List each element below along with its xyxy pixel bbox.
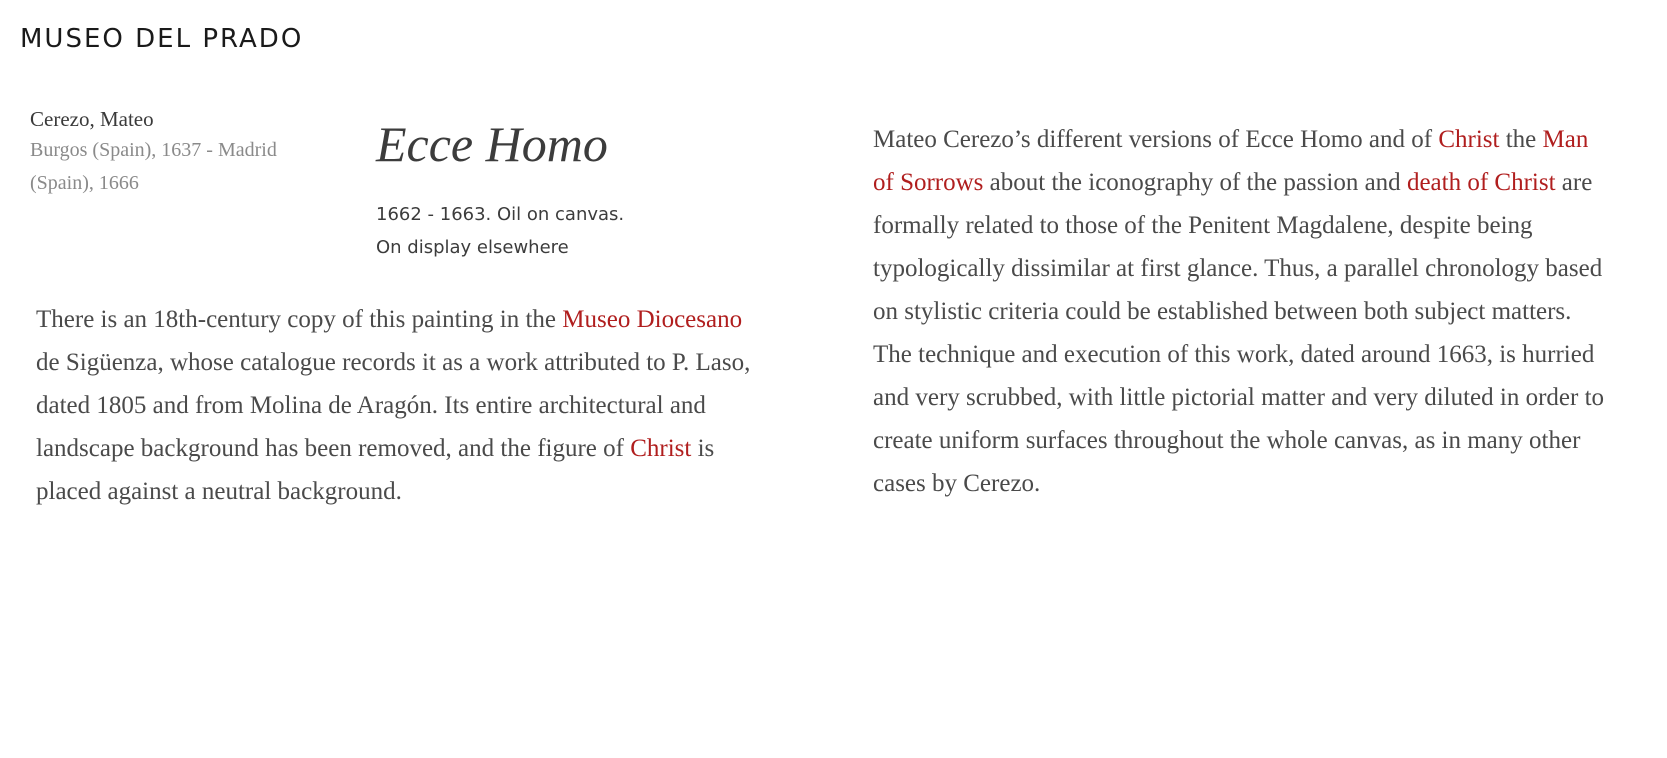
- description-paragraph-right-2: The technique and execution of this work, dated around 1663, is hurried and very scrubbed, with little pictorial matter and very diluted in order to create uniform surfaces throughout the whole canvas, as in many other cases by Cerezo.: [873, 341, 1605, 497]
- artwork-details: 1662 - 1663. Oil on canvas.: [376, 204, 625, 225]
- description-paragraph-left: [36, 298, 756, 513]
- artwork-header: [376, 112, 776, 264]
- text-segment: de Sigüenza, whose catalogue records it as a work attributed to P. Laso, dated 1805 and from Molina de Aragón. Its entire architectural and landscape background has been removed, and the figure of: [36, 349, 751, 462]
- text-segment: is placed against a neutral background.: [36, 435, 715, 505]
- artist-dates-line-2: (Spain), 1666: [30, 172, 139, 194]
- text-segment: Mateo Cerezo’s different versions of Ecce Homo and of: [873, 126, 1439, 153]
- text-segment: about the iconography of the passion and: [983, 169, 1407, 196]
- link-christ[interactable]: Christ: [1438, 126, 1500, 153]
- text-segment: are formally related to those of the Penitent Magdalene, despite being typologically dissimilar at first glance. Thus, a parallel chronology based on stylistic criteria could be established between both subject matters.: [873, 169, 1603, 325]
- artwork-meta: [376, 198, 776, 264]
- artist-name[interactable]: Cerezo, Mateo: [30, 107, 154, 131]
- artwork-title: Ecce Homo: [376, 116, 608, 172]
- left-description: [36, 298, 756, 513]
- link-christ[interactable]: Christ: [630, 435, 692, 462]
- text-segment: There is an 18th-century copy of this painting in the: [36, 306, 563, 333]
- right-description: [873, 118, 1613, 505]
- description-paragraph-right-1: [873, 118, 1613, 333]
- link-museo-diocesano[interactable]: Museo Diocesano: [562, 306, 743, 333]
- artist-info: [30, 104, 320, 200]
- display-status: On display elsewhere: [376, 237, 569, 258]
- text-segment: the: [1499, 126, 1543, 153]
- link-death-of-christ[interactable]: death of Christ: [1406, 169, 1556, 196]
- museo-del-prado-logo[interactable]: MUSEO DEL PRADO: [20, 24, 304, 54]
- artist-dates-line-1: Burgos (Spain), 1637 - Madrid: [30, 139, 277, 161]
- link-man-of-sorrows[interactable]: Man of Sorrows: [873, 126, 1589, 196]
